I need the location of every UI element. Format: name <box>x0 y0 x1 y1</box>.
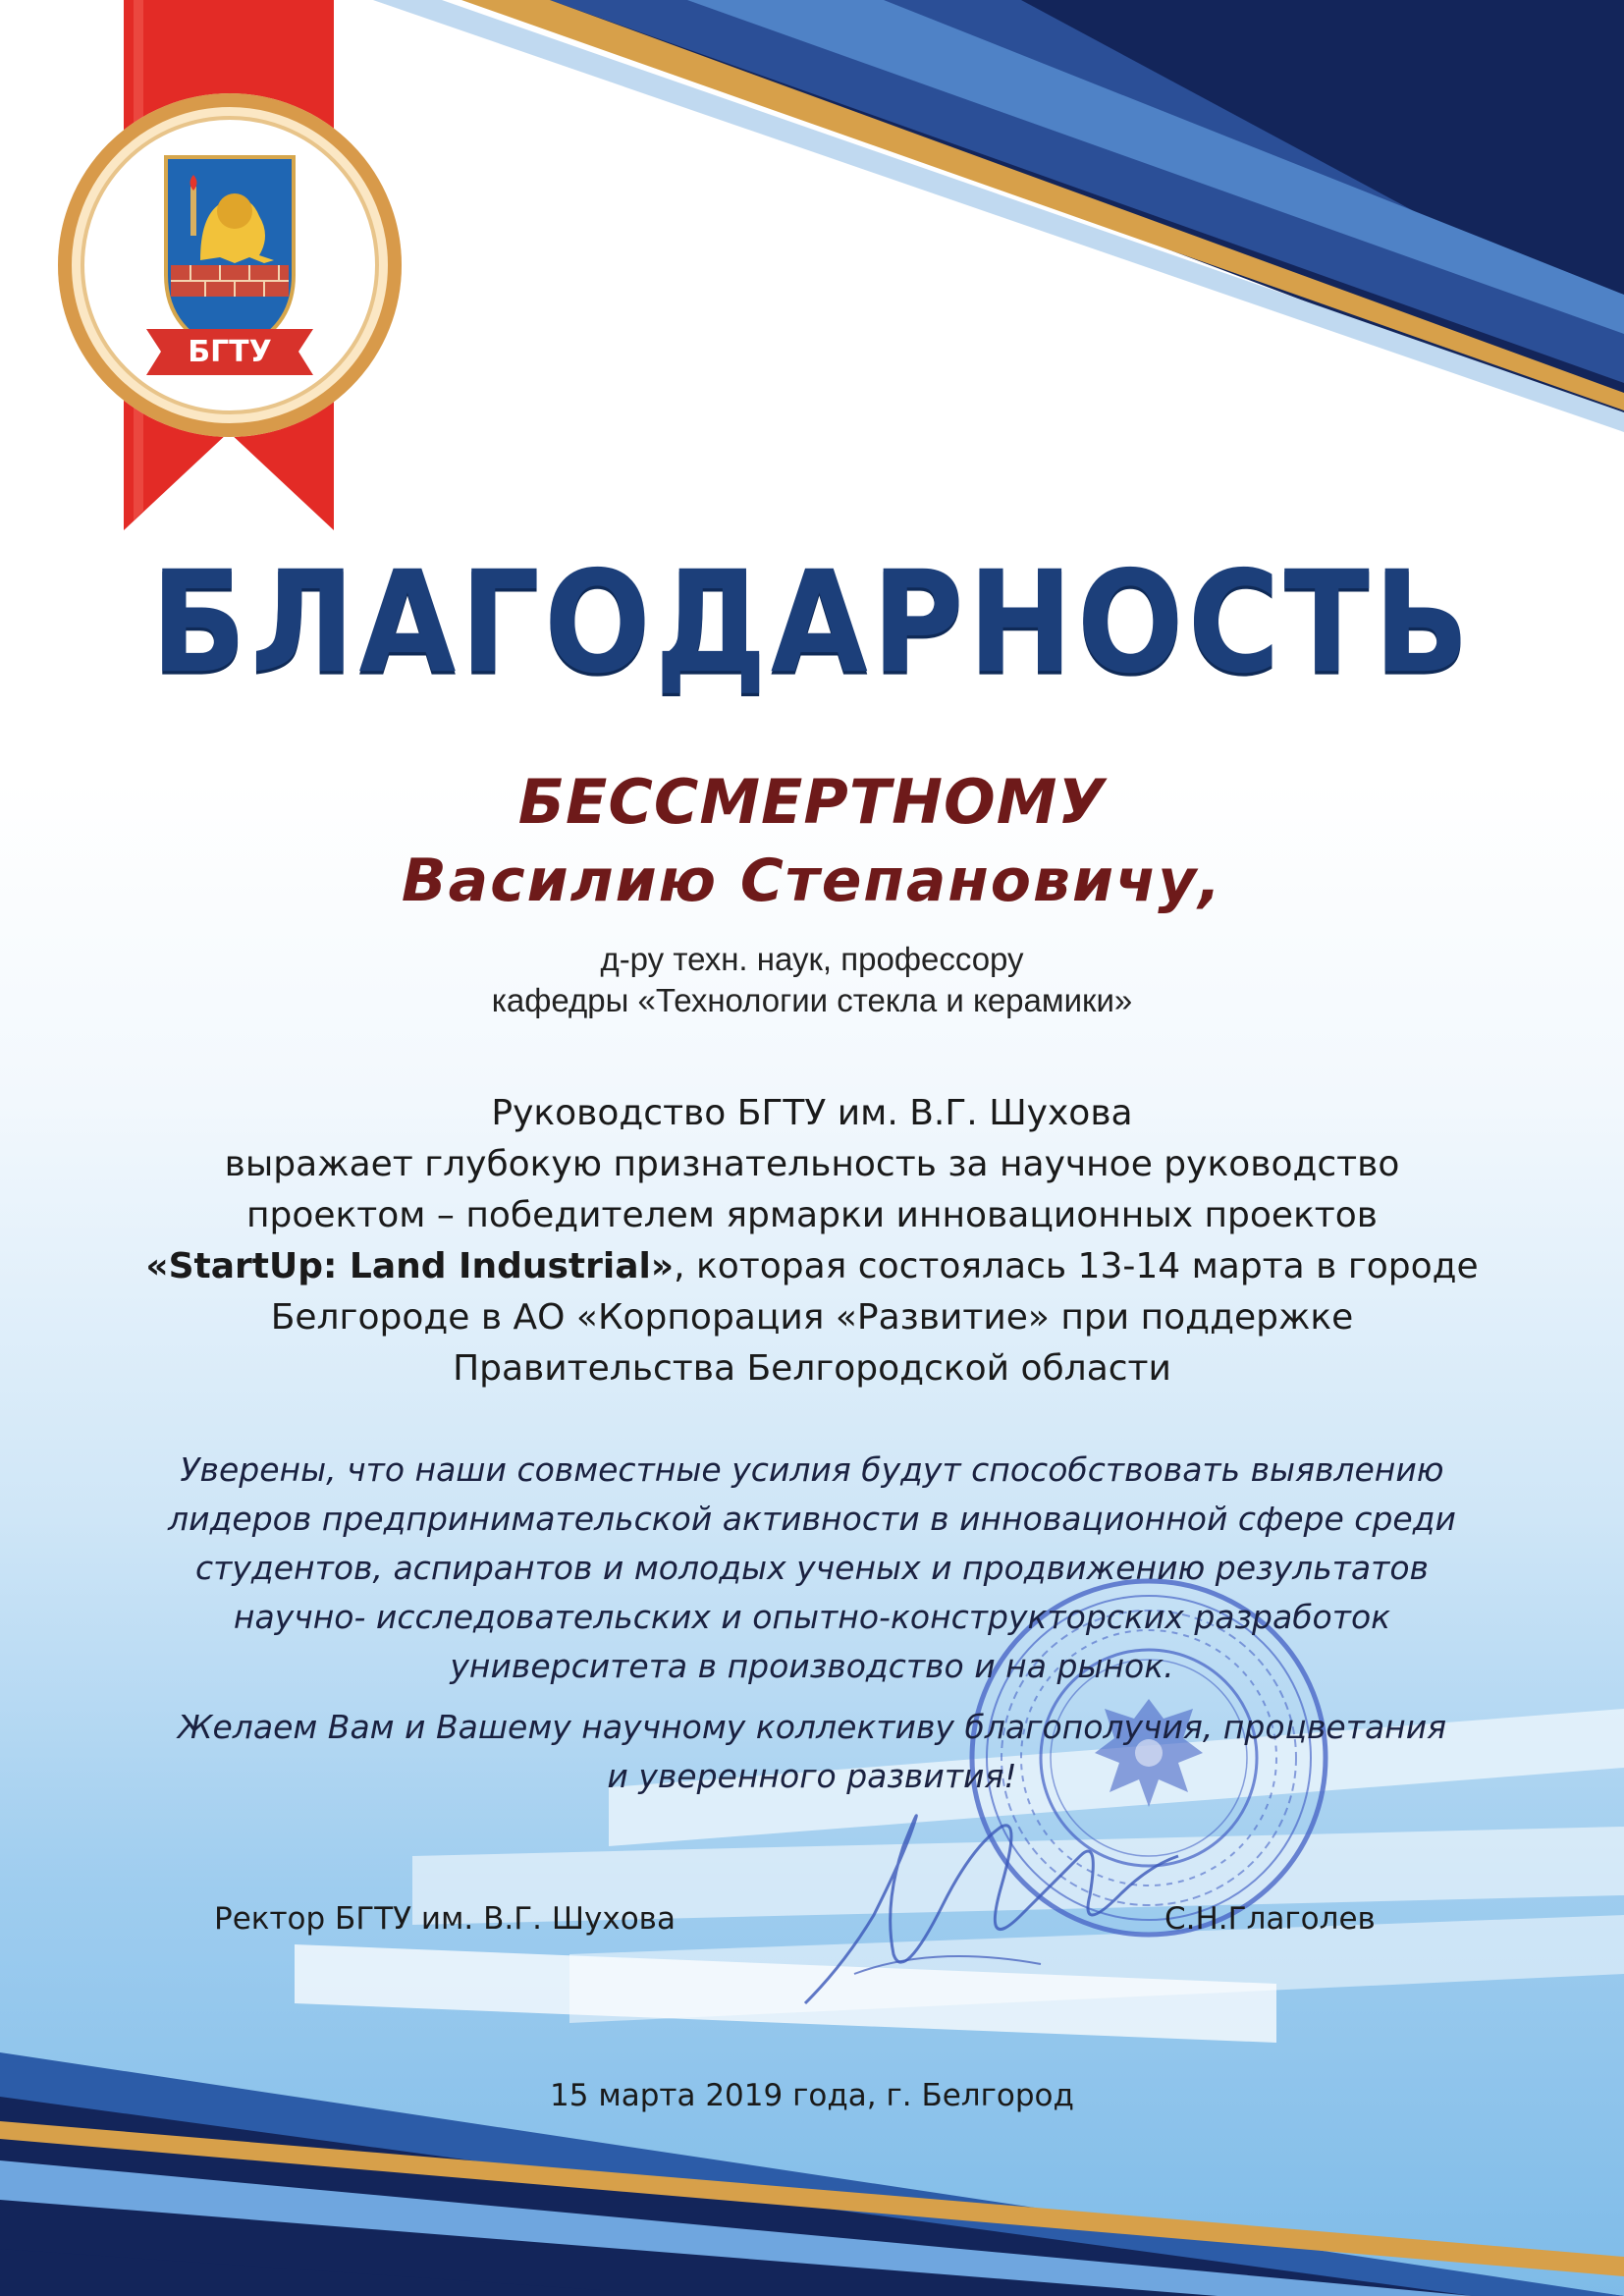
gratitude-text <box>118 1088 1506 1394</box>
body-line-3: проектом – победителем ярмарки инновационных проектов <box>245 1195 1379 1235</box>
certificate-title: БЛАГОДАРНОСТЬ <box>150 541 1474 705</box>
body-line-5: Белгороде в АО «Корпорация «Развитие» при поддержке <box>270 1297 1354 1338</box>
body-line-1: Руководство БГТУ им. В.Г. Шухова <box>491 1093 1133 1133</box>
confidence-text <box>118 1446 1506 1691</box>
wish-line-1: Желаем Вам и Вашему научному коллективу благополучия, процветания <box>177 1708 1447 1746</box>
signatory-name: С.Н.Глаголев <box>1164 1901 1376 1937</box>
project-name: «StartUp: Land Industrial» <box>145 1246 675 1286</box>
italic-line-5: университета в производство и на рынок. <box>450 1647 1174 1685</box>
emblem-text: БГТУ <box>188 335 272 369</box>
body-line-2: выражает глубокую признательность за научное руководство <box>224 1144 1400 1184</box>
italic-line-1: Уверены, что наши совместные усилия будут способствовать выявлению <box>180 1450 1444 1489</box>
date-place: 15 марта 2019 года, г. Белгород <box>550 2078 1074 2113</box>
rector-signature <box>785 1768 1198 2023</box>
wish-line-2: и уверенного развития! <box>607 1757 1017 1795</box>
university-emblem <box>53 88 406 442</box>
body-line-4 <box>118 1241 1506 1292</box>
recipient-position-department: кафедры «Технологии стекла и керамики» <box>491 982 1133 1018</box>
recipient-name: Василию Степановичу, <box>401 847 1223 915</box>
italic-line-4: научно- исследовательских и опытно-конструкторских разработок <box>233 1598 1391 1636</box>
italic-line-2: лидеров предпринимательской активности в инновационной сфере среди <box>168 1500 1456 1538</box>
recipient-position-degree: д-ру техн. наук, профессору <box>600 941 1024 977</box>
recipient-surname: БЕССМЕРТНОМУ <box>517 766 1107 838</box>
italic-line-3: студентов, аспирантов и молодых ученых и продвижению результатов <box>195 1549 1429 1587</box>
wish-text <box>118 1703 1506 1801</box>
body-line-4-rest: , которая состоялась 13-14 марта в городе <box>674 1246 1479 1286</box>
body-line-6: Правительства Белгородской области <box>453 1348 1171 1389</box>
signatory-role: Ректор БГТУ им. В.Г. Шухова <box>214 1901 676 1937</box>
